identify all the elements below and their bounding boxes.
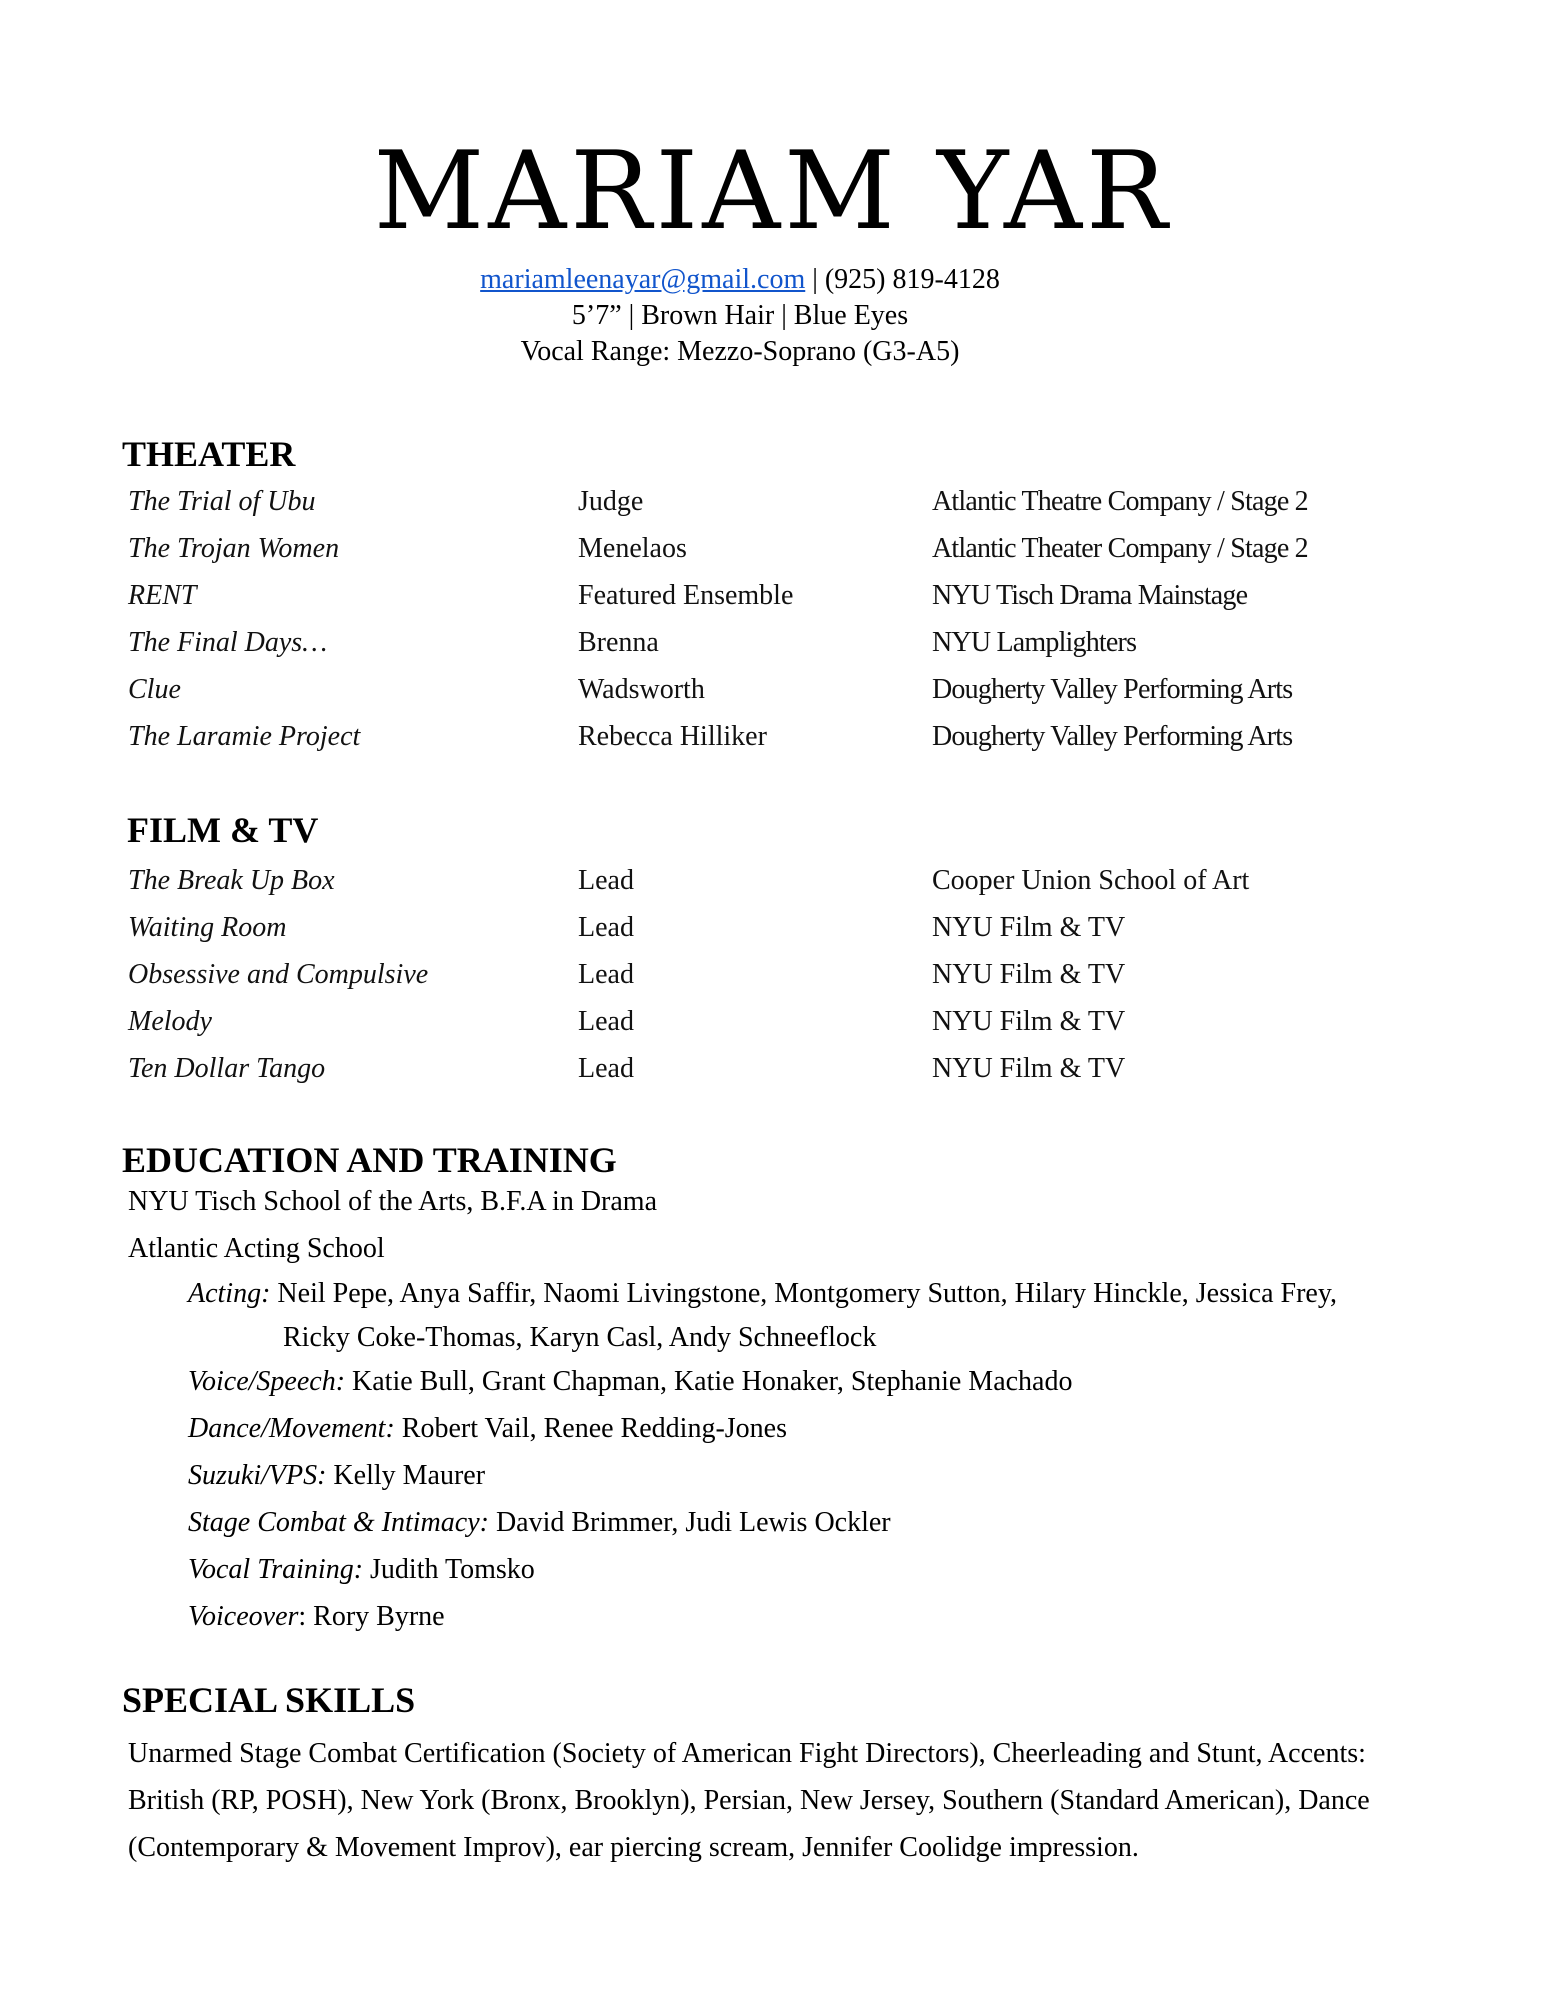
training-line — [188, 1550, 535, 1590]
school-line: Atlantic Acting School — [128, 1233, 385, 1264]
production-title: Obsessive and Compulsive — [128, 959, 429, 990]
training-line — [188, 1274, 1337, 1314]
training-value: Katie Bull, Grant Chapman, Katie Honaker, Stephanie Machado — [352, 1366, 1073, 1397]
venue: NYU Film & TV — [932, 1053, 1126, 1084]
film-row — [0, 908, 1545, 948]
training-line-cont: Ricky Coke-Thomas, Karyn Casl, Andy Schneeflock — [283, 1322, 877, 1353]
production-title: RENT — [128, 580, 197, 611]
film-row — [0, 1049, 1545, 1089]
contact-line — [0, 262, 1480, 298]
role: Lead — [578, 959, 634, 990]
training-line — [188, 1362, 1072, 1402]
venue: NYU Lamplighters — [932, 627, 1137, 658]
venue: Dougherty Valley Performing Arts — [932, 721, 1293, 752]
skills-heading: SPECIAL SKILLS — [122, 1680, 416, 1720]
production-title: The Trojan Women — [128, 533, 340, 564]
skills-paragraph: Unarmed Stage Combat Certification (Society of American Fight Directors), Cheerleading and Stunt, Accents: British (RP, POSH), New York (Bronx, Brooklyn), Persian, New Jersey, Southern (Standard American), Dance (Contemporary & Movement Improv), ear piercing scream, Jennifer Coolidge impression. — [128, 1738, 1370, 1863]
theater-row — [0, 670, 1545, 710]
theater-heading: THEATER — [122, 434, 296, 474]
venue: Atlantic Theater Company / Stage 2 — [932, 533, 1308, 564]
physical-stats: 5’7” | Brown Hair | Blue Eyes — [571, 300, 909, 331]
role: Lead — [578, 1053, 634, 1084]
training-value: Judith Tomsko — [370, 1554, 535, 1585]
production-title: Ten Dollar Tango — [128, 1053, 326, 1084]
theater-row — [0, 717, 1545, 757]
role: Menelaos — [578, 533, 687, 564]
theater-row — [0, 482, 1545, 522]
role: Featured Ensemble — [578, 580, 794, 611]
venue: NYU Film & TV — [932, 959, 1126, 990]
production-title: The Trial of Ubu — [128, 486, 316, 517]
venue: Atlantic Theatre Company / Stage 2 — [932, 486, 1308, 517]
venue: Dougherty Valley Performing Arts — [932, 674, 1293, 705]
production-title: Melody — [128, 1006, 212, 1037]
film-row — [0, 861, 1545, 901]
theater-row — [0, 623, 1545, 663]
training-line — [188, 1409, 787, 1449]
training-label: Vocal Training: — [188, 1554, 364, 1585]
training-line — [188, 1503, 891, 1543]
film-tv-heading: FILM & TV — [127, 810, 319, 850]
training-label: Voice/Speech: — [188, 1366, 346, 1397]
training-line — [188, 1597, 445, 1637]
venue: NYU Tisch Drama Mainstage — [932, 580, 1248, 611]
film-row — [0, 1002, 1545, 1042]
production-title: Clue — [128, 674, 181, 705]
theater-row — [0, 529, 1545, 569]
education-heading: EDUCATION AND TRAINING — [122, 1140, 617, 1180]
training-value: Kelly Maurer — [333, 1460, 486, 1491]
role: Lead — [578, 1006, 634, 1037]
training-label: Suzuki/VPS: — [188, 1460, 327, 1491]
training-label: Dance/Movement: — [188, 1413, 395, 1444]
training-label: Stage Combat & Intimacy: — [188, 1507, 489, 1538]
production-title: The Final Days… — [128, 627, 328, 658]
production-title: The Break Up Box — [128, 865, 335, 896]
venue: NYU Film & TV — [932, 1006, 1126, 1037]
vocal-range: Vocal Range: Mezzo-Soprano (G3-A5) — [520, 336, 960, 367]
role: Wadsworth — [578, 674, 705, 705]
role: Lead — [578, 865, 634, 896]
training-value: David Brimmer, Judi Lewis Ockler — [495, 1507, 891, 1538]
venue: NYU Film & TV — [932, 912, 1126, 943]
role: Lead — [578, 912, 634, 943]
school-line: NYU Tisch School of the Arts, B.F.A in Drama — [128, 1186, 658, 1217]
actor-name: MARIAM YAR — [373, 129, 1172, 254]
film-row — [0, 955, 1545, 995]
training-label: Acting: — [188, 1278, 271, 1309]
training-value: Neil Pepe, Anya Saffir, Naomi Livingstone, Montgomery Sutton, Hilary Hinckle, Jessica Frey, — [277, 1278, 1338, 1309]
role: Judge — [578, 486, 644, 517]
email-link[interactable]: mariamleenayar@gmail.com — [480, 264, 806, 295]
role: Brenna — [578, 627, 659, 658]
role: Rebecca Hilliker — [578, 721, 767, 752]
training-value: Robert Vail, Renee Redding-Jones — [401, 1413, 787, 1444]
production-title: Waiting Room — [128, 912, 287, 943]
training-line — [188, 1456, 485, 1496]
venue: Cooper Union School of Art — [932, 865, 1250, 896]
training-value: : Rory Byrne — [298, 1601, 445, 1632]
phone-number: | (925) 819-4128 — [812, 264, 1000, 295]
production-title: The Laramie Project — [128, 721, 361, 752]
training-label: Voiceover — [188, 1601, 299, 1632]
theater-row — [0, 576, 1545, 616]
